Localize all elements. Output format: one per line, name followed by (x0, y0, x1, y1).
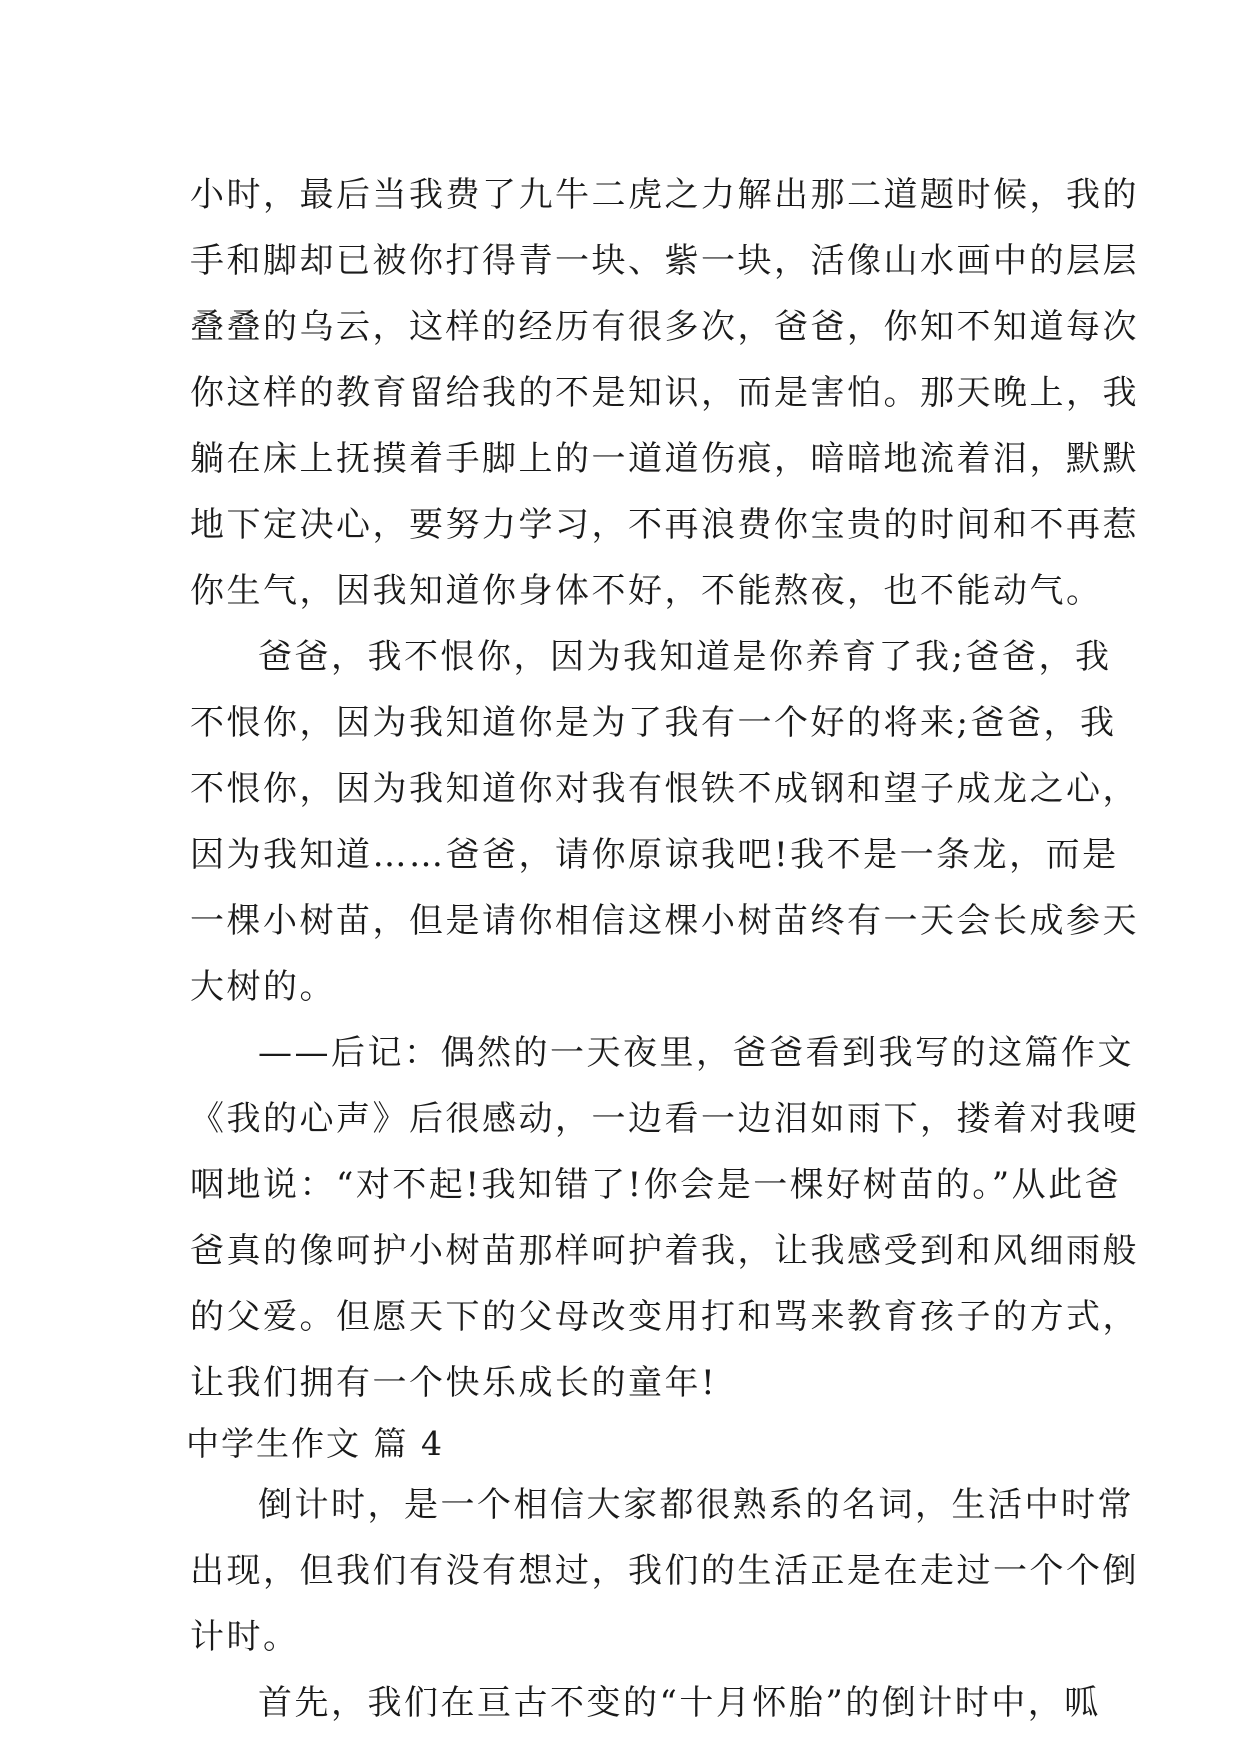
text-line: 地下定决心，要努力学习，不再浪费你宝贵的时间和不再惹 (190, 505, 1139, 545)
section-heading: 中学生作文 篇 4 (186, 1424, 444, 1463)
text-line: ——后记：偶然的一天夜里，爸爸看到我写的这篇作文 (258, 1033, 1134, 1073)
text-line: 不恨你，因为我知道你是为了我有一个好的将来;爸爸，我 (190, 703, 1117, 743)
text-line: 咽地说：“对不起!我知错了!你会是一棵好树苗的。”从此爸 (190, 1165, 1122, 1205)
text-line: 你这样的教育留给我的不是知识，而是害怕。那天晚上，我 (190, 373, 1139, 413)
text-line: 爸爸，我不恨你，因为我知道是你养育了我;爸爸，我 (258, 637, 1112, 677)
text-line: 的父爱。但愿天下的父母改变用打和骂来教育孩子的方式， (190, 1297, 1139, 1337)
text-line: 你生气，因我知道你身体不好，不能熬夜，也不能动气。 (190, 571, 1103, 611)
essay-text (186, 162, 1139, 1736)
text-line: 一棵小树苗，但是请你相信这棵小树苗终有一天会长成参天 (190, 901, 1139, 941)
text-line: 《我的心声》后很感动，一边看一边泪如雨下，搂着对我哽 (190, 1099, 1139, 1139)
text-line: 让我们拥有一个快乐成长的童年! (190, 1363, 718, 1403)
text-line: 躺在床上抚摸着手脚上的一道道伤痕，暗暗地流着泪，默默 (190, 439, 1139, 479)
text-line: 计时。 (190, 1617, 300, 1657)
text-line: 爸真的像呵护小树苗那样呵护着我，让我感受到和风细雨般 (190, 1231, 1139, 1271)
text-line: 叠叠的乌云，这样的经历有很多次，爸爸，你知不知道每次 (190, 307, 1139, 347)
text-line: 出现，但我们有没有想过，我们的生活正是在走过一个个倒 (190, 1551, 1139, 1591)
text-line: 小时，最后当我费了九牛二虎之力解出那二道题时候，我的 (190, 175, 1139, 215)
text-line: 首先，我们在亘古不变的“十月怀胎”的倒计时中，呱 (258, 1683, 1101, 1723)
text-line: 大树的。 (190, 967, 336, 1007)
text-line: 倒计时，是一个相信大家都很熟系的名词，生活中时常 (258, 1485, 1134, 1525)
text-line: 手和脚却已被你打得青一块、紫一块，活像山水画中的层层 (190, 241, 1139, 281)
text-line: 不恨你，因为我知道你对我有恨铁不成钢和望子成龙之心， (190, 769, 1139, 809)
text-line: 因为我知道……爸爸，请你原谅我吧!我不是一条龙，而是 (190, 835, 1119, 875)
